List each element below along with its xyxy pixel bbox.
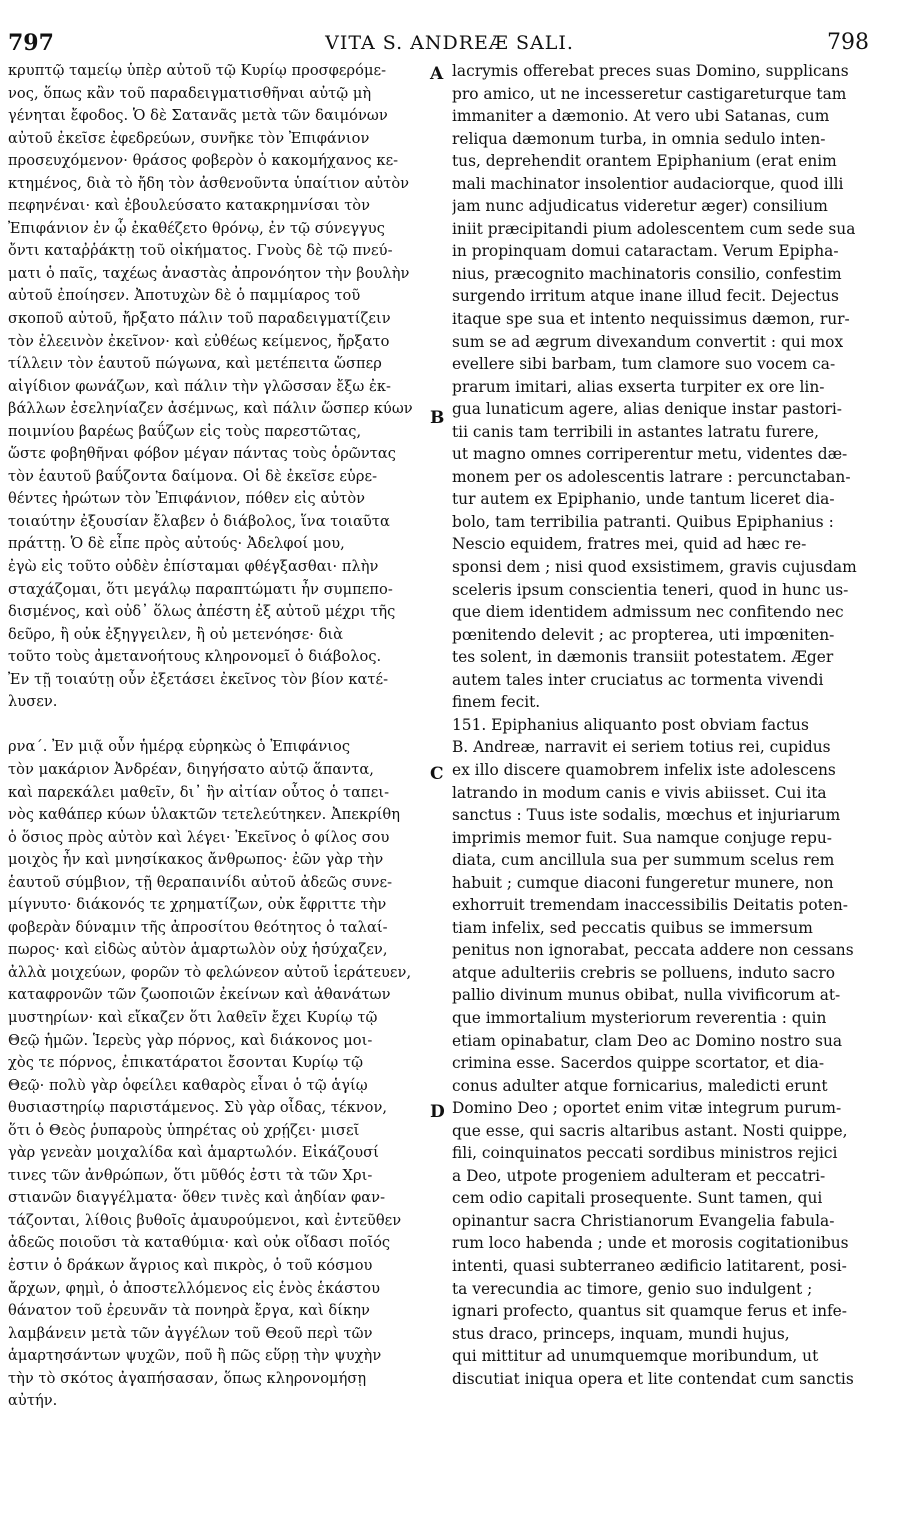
- text-line: tes solent, in dæmonis transiit potestatem. Æger: [452, 648, 834, 667]
- text-line: penitus non ignorabat, peccata addere non cessans: [452, 941, 854, 960]
- text-line: πωρος· καὶ εἰδὼς αὐτὸν ἁμαρτωλὸν οὐχ ἡσύχαζεν,: [8, 941, 388, 959]
- text-line: ὥστε φοβηθῆναι φόβον μέγαν πάντας τοὺς ὁρῶντας: [8, 445, 396, 463]
- text-line: iniit præcipitandi pium adolescentem cum sede sua: [452, 219, 856, 238]
- text-line: pro amico, ut ne incesseretur castigareturque tam: [452, 84, 847, 103]
- text-line: χὸς τε πόρνος, ἐπικατάρατοι ἔσονται Κυρίῳ τῷ: [8, 1054, 364, 1072]
- text-line: μυστηρίων· καὶ εἴκαζεν ὅτι λαθεῖν ἔχει Κυρίῳ τῷ: [8, 1008, 378, 1026]
- margin-marker-b: B: [430, 408, 445, 428]
- text-line: σταχάζομαι, ὅτι μεγάλῳ παραπτώματι ἦν συμπεπο-: [8, 580, 393, 598]
- latin-column: [452, 60, 882, 1390]
- text-line: πεφηνέναι· καὶ ἐβουλεύσατο κατακρημνίσαι τὸν: [8, 197, 371, 215]
- text-line: immaniter a dæmonio. At vero ubi Satanas, cum: [452, 107, 830, 126]
- text-line: ἑαυτοῦ σύμβιον, τῇ θεραπαινίδι αὐτοῦ ἀδεῶς συνε-: [8, 873, 393, 891]
- text-line: ὅτι ὁ Θεὸς ῥυπαροὺς ὑπηρέτας οὐ χρῄζει· μισεῖ: [8, 1121, 360, 1139]
- text-line: nius, præcognito machinatoris consilio, confestim: [452, 264, 842, 283]
- text-line: θυσιαστηρίῳ παριστάμενος. Σὺ γὰρ οἶδας, τέκνον,: [8, 1099, 388, 1117]
- text-line: τὸν ἐλεεινὸν ἐκεῖνον· καὶ εὐθέως κείμενος, ἤρξατο: [8, 332, 390, 350]
- text-line: bolo, tam terribilia patranti. Quibus Epiphanius :: [452, 512, 834, 531]
- text-line: ἐστιν ὁ δράκων ἄγριος καὶ πικρὸς, ὁ τοῦ κόσμου: [8, 1256, 373, 1274]
- text-line: que immortalium mysteriorum reverentia : quin: [452, 1008, 827, 1027]
- text-line: αὐτήν.: [8, 1392, 58, 1410]
- greek-column: [8, 60, 436, 1413]
- text-line: κτημένος, διὰ τὸ ἤδη τὸν ἀσθενοῦντα ὑπαίτιον αὐτὸν: [8, 174, 410, 192]
- text-line: νὸς καθάπερ κύων ὑλακτῶν τετελεύτηκεν. Ἀπεκρίθη: [8, 806, 401, 824]
- text-line: ἀλλὰ μοιχεύων, φορῶν τὸ φελώνεον αὐτοῦ ἱεράτευεν,: [8, 963, 412, 981]
- text-line: προσευχόμενον· θράσος φοβερὸν ὁ κακομήχανος κε-: [8, 152, 399, 170]
- text-line: sceleris ipsum conscientia teneri, quod in hunc us-: [452, 580, 849, 599]
- text-line: κρυπτῷ ταμείῳ ὑπὲρ αὐτοῦ τῷ Κυρίῳ προσφερόμε-: [8, 62, 387, 79]
- text-line: que esse, qui sacris altaribus astant. Nosti quippe,: [452, 1121, 848, 1140]
- text-line: γὰρ γενεὰν μοιχαλίδα καὶ ἁμαρτωλόν. Εἰκάζουσί: [8, 1144, 379, 1162]
- text-line: καὶ παρεκάλει μαθεῖν, δι᾽ ἣν αἰτίαν οὗτος ὁ ταπει-: [8, 783, 390, 801]
- text-line: Θεῷ ἡμῶν. Ἱερεὺς γὰρ πόρνος, καὶ διάκονος μοι-: [8, 1031, 373, 1049]
- text-line: etiam opinabatur, clam Deo ac Domino nostro sua: [452, 1031, 843, 1050]
- text-line: ὁ ὅσιος πρὸς αὐτὸν καὶ λέγει· Ἐκεῖνος ὁ φίλος σου: [8, 828, 390, 846]
- text-line: fili, coinquinatos peccati sordibus ministros rejici: [452, 1144, 838, 1163]
- text-line: gua lunaticum agere, alias denique instar pastori-: [452, 400, 843, 419]
- text-line: δεῦρο, ἢ οὐκ ἐξηγγειλεν, ἢ οὐ μετενόησε· διὰ: [8, 625, 344, 643]
- text-line: νος, ὅπως κἂν τοῦ παραδειγματισθῆναι αὐτῷ μὴ: [8, 84, 372, 102]
- text-line: ἀδεῶς ποιοῦσι τὰ καταθύμια· καὶ οὐκ οἴδασι ποῖός: [8, 1234, 391, 1252]
- text-line: prarum imitari, alias exserta turpiter ex ore lin-: [452, 377, 825, 396]
- page-header: [0, 30, 899, 58]
- text-line: Nescio equidem, fratres mei, quid ad hæc re-: [452, 535, 807, 554]
- text-line: latrando in modum canis e vivis abiisset. Cui ita: [452, 783, 827, 802]
- text-line: τὸν ἑαυτοῦ βαΰζοντα δαίμονα. Οἱ δὲ ἐκεῖσε εὑρε-: [8, 467, 378, 485]
- text-line: finem fecit.: [452, 693, 541, 712]
- text-line: θάνατον τοῦ ἐρευνᾶν τὰ πονηρὰ ἔργα, καὶ δίκην: [8, 1302, 370, 1320]
- text-line: atque adulteriis crebris se polluens, induto sacro: [452, 963, 836, 982]
- text-line: reliqua dæmonum turba, in omnia sedulo inten-: [452, 129, 826, 148]
- text-line: τοῦτο τοὺς ἀμετανοήτους κληρονομεῖ ὁ διάβολος.: [8, 648, 382, 666]
- text-line: sponsi dem ; nisi quod exsistimem, gravis cujusdam: [452, 558, 857, 577]
- text-line: habuit ; cumque diaconi fungeretur munere, non: [452, 873, 834, 892]
- text-line: ἐγὼ εἰς τοῦτο οὐδὲν ἐπίσταμαι φθέγξασθαι· πλὴν: [8, 558, 379, 576]
- text-line: conus adulter atque fornicarius, maledicti erunt: [452, 1076, 828, 1095]
- text-line: tur autem ex Epiphanio, unde tantum liceret dia-: [452, 490, 835, 509]
- text-line: diata, cum ancillula sua per summum scelus rem: [452, 851, 835, 870]
- text-line: ignari profecto, quantus sit quamque ferus et infe-: [452, 1302, 847, 1321]
- text-line: τοιαύτην ἐξουσίαν ἔλαβεν ὁ διάβολος, ἵνα τοιαῦτα: [8, 512, 390, 530]
- text-line: crimina esse. Sacerdos quippe scortator, et dia-: [452, 1054, 825, 1073]
- text-line: πράττῃ. Ὁ δὲ εἶπε πρὸς αὐτούς· Ἀδελφοί μου,: [8, 535, 345, 553]
- text-line: Ἐν τῇ τοιαύτῃ οὖν ἐξετάσει ἐκεῖνος τὸν βίον κατέ-: [8, 670, 389, 688]
- text-line: evellere sibi barbam, tum clamore suo vocem ca-: [452, 355, 836, 374]
- text-line: τίλλειν τὸν ἑαυτοῦ πώγωνα, καὶ μετέπειτα ὥσπερ: [8, 355, 382, 373]
- text-line: αὐτοῦ ἐποίησεν. Ἀποτυχὼν δὲ ὁ παμμίαρος τοῦ: [8, 287, 361, 305]
- text-line: lacrymis offerebat preces suas Domino, supplicans: [452, 62, 849, 80]
- text-line: tus, deprehendit orantem Epiphanium (erat enim: [452, 152, 837, 171]
- text-line: discutiat iniqua opera et lite contendat cum sanctis: [452, 1369, 854, 1388]
- text-line: monem per os adolescentis latrare : percunctaban-: [452, 467, 851, 486]
- text-line: καταφρονῶν τῶν ζωοποιῶν ἐκείνων καὶ ἀθανάτων: [8, 986, 391, 1004]
- text-line: δισμένος, καὶ οὐδ᾽ ὅλως ἀπέστη ἐξ αὐτοῦ μέχρι τῆς: [8, 603, 396, 621]
- text-line: αὐτοῦ ἐκεῖσε ἐφεδρεύων, συνῆκε τὸν Ἐπιφάνιον: [8, 129, 370, 147]
- text-line: autem tales inter cruciatus ac tormenta vivendi: [452, 670, 824, 689]
- margin-marker-c: C: [430, 764, 444, 784]
- text-line: ex illo discere quamobrem infelix iste adolescens: [452, 760, 836, 779]
- text-line: τὴν τὸ σκότος ἀγαπήσασαν, ὅπως κληρονομήσῃ: [8, 1369, 367, 1387]
- text-line: φοβερὰν δύναμιν τῆς ἀπροσίτου θεότητος ὁ ταλαί-: [8, 918, 388, 936]
- text-line: τινες τῶν ἀνθρώπων, ὅτι μῦθός ἐστι τὰ τῶν Χρι-: [8, 1166, 373, 1184]
- text-line: opinantur sacra Christianorum Evangelia fabula-: [452, 1211, 835, 1230]
- text-line: θέντες ἠρώτων τὸν Ἐπιφάνιον, πόθεν εἰς αὐτὸν: [8, 490, 366, 508]
- text-line: a Deo, utpote progeniem adulteram et peccatri-: [452, 1166, 826, 1185]
- text-line: que diem identidem admissum nec confitendo nec: [452, 603, 844, 622]
- text-line: rum loco habenda ; unde et morosis cogitationibus: [452, 1234, 849, 1253]
- running-title: VITA S. ANDREÆ SALI.: [325, 32, 574, 54]
- section-gap: [8, 714, 436, 737]
- text-line: στιανῶν διαγγέλματα· ὅθεν τινὲς καὶ ἀηδίαν φαν-: [8, 1189, 386, 1207]
- text-line: pœnitendo delevit ; ac propterea, uti impœniten-: [452, 625, 835, 644]
- text-line: ματι ὁ παῖς, ταχέως ἀναστὰς ἀπρονόητον τὴν βουλὴν: [8, 264, 410, 282]
- text-line: Domino Deo ; oportet enim vitæ integrum purum-: [452, 1099, 842, 1118]
- text-line: τάζονται, λίθοις βυθοῖς ἀμαυρούμενοι, καὶ ἐντεῦθεν: [8, 1211, 402, 1229]
- text-line: stus draco, princeps, inquam, mundi hujus,: [452, 1324, 790, 1343]
- text-line: surgendo irritum atque inane illud fecit. Dejectus: [452, 287, 839, 306]
- text-line: jam nunc adjudicatus videretur æger) consilium: [452, 197, 828, 216]
- text-line: ta verecundia ac timore, genio suo indulgent ;: [452, 1279, 813, 1298]
- page-number-right: 798: [827, 30, 869, 55]
- text-line: exhorruit tremendam inaccessibilis Deitatis poten-: [452, 896, 849, 915]
- text-line: itaque spe sua et intento nequissimus dæmon, rur-: [452, 310, 850, 329]
- text-line: βάλλων ἐσεληνίαζεν ἀσέμνως, καὶ πάλιν ὥσπερ κύων: [8, 400, 413, 418]
- text-line: ρνα΄. Ἐν μιᾷ οὖν ἡμέρᾳ εὑρηκὼς ὁ Ἐπιφάνιος: [8, 738, 351, 756]
- text-line: ὄντι καταῤῥάκτῃ τοῦ οἰκήματος. Γνοὺς δὲ τῷ πνεύ-: [8, 242, 393, 260]
- text-line: σκοποῦ αὐτοῦ, ἤρξατο πάλιν τοῦ παραδειγματίζειν: [8, 310, 391, 328]
- text-line: αἰγίδιον φωνάζων, καὶ πάλιν τὴν γλῶσσαν ἔξω ἐκ-: [8, 377, 392, 395]
- text-line: qui mittitur ad unumquemque moribundum, ut: [452, 1347, 819, 1366]
- text-line: μοιχὸς ἦν καὶ μνησίκακος ἄνθρωπος· ἐῶν γὰρ τὴν: [8, 851, 384, 869]
- text-line: pallio divinum munus obibat, nulla vivificorum at-: [452, 986, 841, 1005]
- text-line: sum se ad ægrum divexandum convertit : qui mox: [452, 332, 844, 351]
- text-line: tii canis tam terribili in astantes latratu furere,: [452, 422, 820, 441]
- text-line: mali machinator insolentior audaciorque, quod illi: [452, 174, 844, 193]
- text-line: λαμβάνειν μετὰ τῶν ἀγγέλων τοῦ Θεοῦ περὶ τῶν: [8, 1324, 373, 1342]
- text-line: cem odio capitali prosequente. Sunt tamen, qui: [452, 1189, 823, 1208]
- text-line: in propinquam domui cataractam. Verum Epipha-: [452, 242, 839, 261]
- text-line: μίγνυτο· διάκονός τε χρηματίζων, οὐκ ἔφριττε τὴν: [8, 896, 387, 914]
- text-line: ἁμαρτησάντων ψυχῶν, ποῦ ἢ πῶς εὕρῃ τὴν ψυχὴν: [8, 1347, 382, 1365]
- text-line: intenti, quasi subterraneo ædificio latitarent, posi-: [452, 1256, 847, 1275]
- margin-marker-a: A: [430, 64, 444, 84]
- text-line: sanctus : Tuus iste sodalis, mœchus et injuriarum: [452, 806, 841, 825]
- text-line: ut magno omnes corriperentur metu, videntes dæ-: [452, 445, 848, 464]
- text-line: tiam infelix, sed peccatis quibus se immersum: [452, 918, 813, 937]
- margin-marker-d: D: [430, 1102, 445, 1122]
- text-line: 151. Epiphanius aliquanto post obviam factus: [452, 715, 809, 734]
- text-line: B. Andreæ, narravit ei seriem totius rei, cupidus: [452, 738, 831, 757]
- text-line: Θεῷ· πολὺ γὰρ ὀφείλει καθαρὸς εἶναι ὁ τῷ ἁγίῳ: [8, 1076, 368, 1094]
- text-line: ποιμνίου βαρέως βαΰζων εἰς τοὺς παρεστῶτας,: [8, 422, 362, 440]
- text-line: imprimis memor fuit. Sua namque conjuge repu-: [452, 828, 833, 847]
- page-number-left: 797: [8, 30, 54, 56]
- text-line: γένηται ἔφοδος. Ὁ δὲ Σατανᾶς μετὰ τῶν δαιμόνων: [8, 107, 388, 125]
- text-line: τὸν μακάριον Ἀνδρέαν, διηγήσατο αὐτῷ ἅπαντα,: [8, 760, 374, 778]
- text-line: ἄρχων, φημὶ, ὁ ἀποστελλόμενος εἰς ἑνὸς ἑκάστου: [8, 1279, 381, 1297]
- text-line: Ἐπιφάνιον ἐν ᾧ ἐκαθέζετο θρόνῳ, ἐν τῷ σύνεγγυς: [8, 219, 385, 237]
- text-line: λυσεν.: [8, 693, 58, 711]
